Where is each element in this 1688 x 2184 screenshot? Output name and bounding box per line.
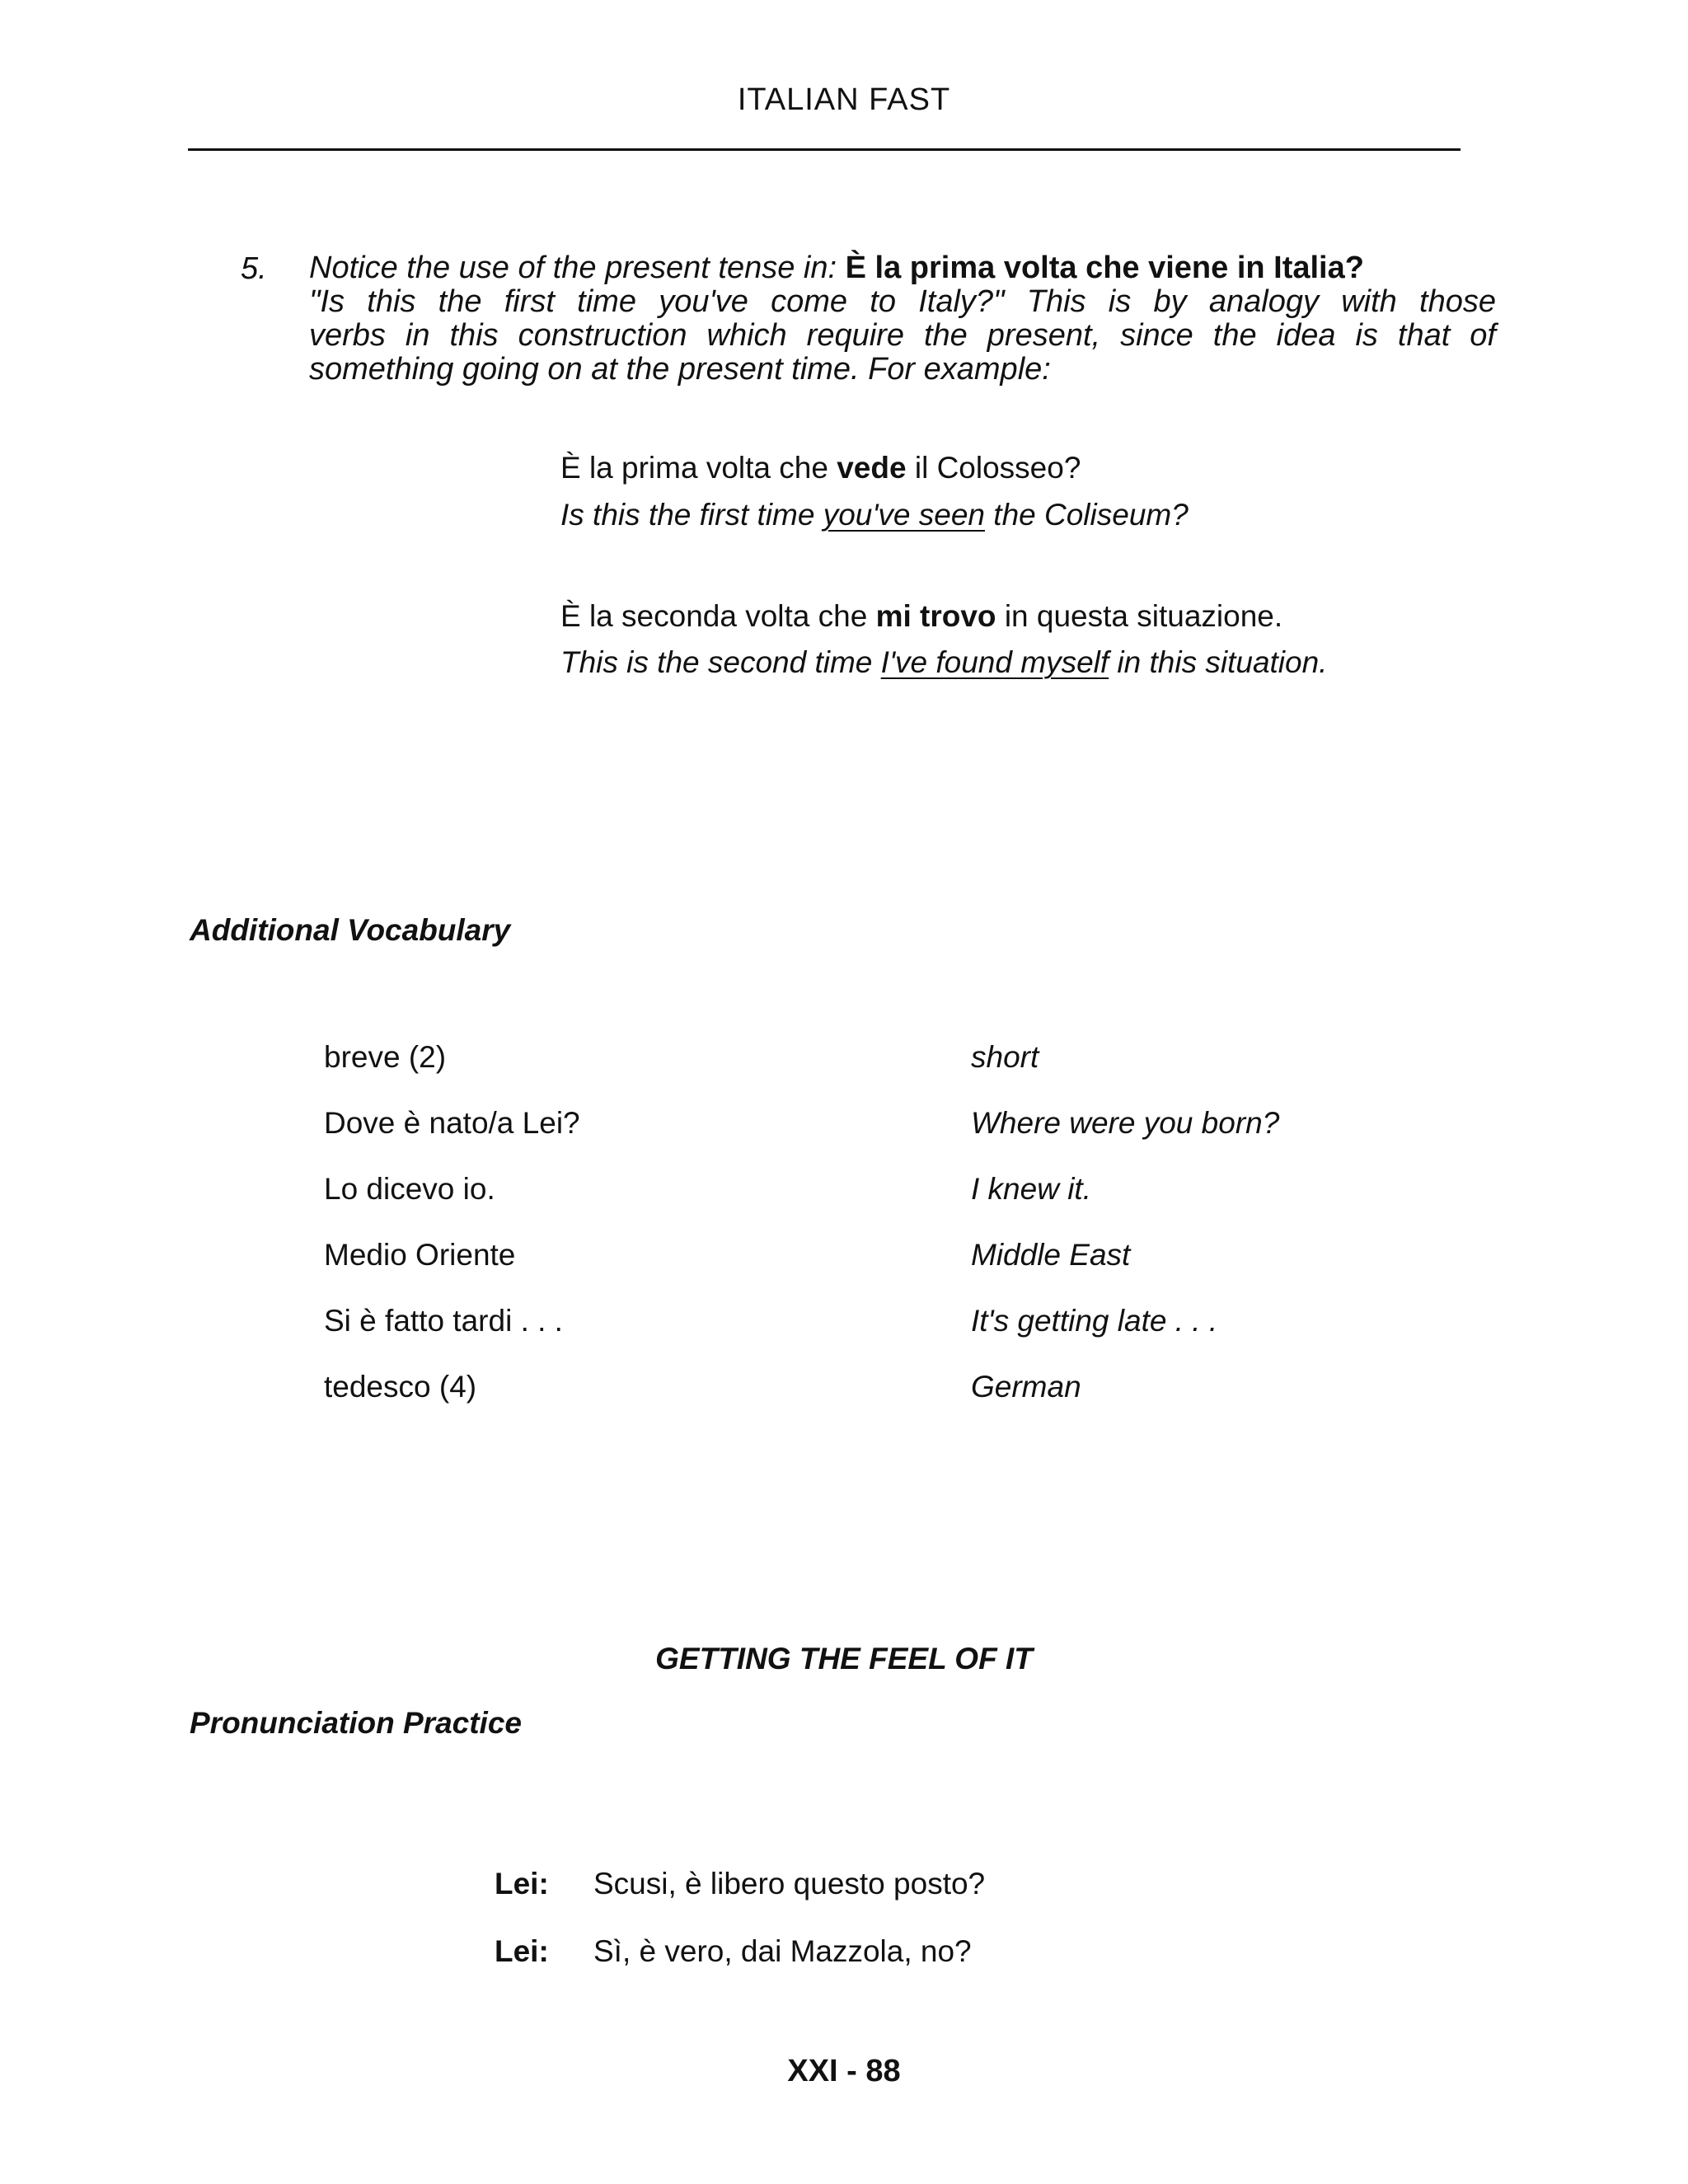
dialogue-speaker: Lei: bbox=[495, 1934, 549, 1968]
dialogue-line: Sì, è vero, dai Mazzola, no? bbox=[593, 1934, 972, 1968]
vocabulary-italian: Lo dicevo io. bbox=[324, 1172, 495, 1206]
vocabulary-italian: Medio Oriente bbox=[324, 1238, 516, 1272]
example-1-italian-before: È la prima volta che bbox=[560, 451, 837, 485]
vocabulary-english: I knew it. bbox=[971, 1172, 1091, 1206]
vocabulary-english: German bbox=[971, 1370, 1081, 1404]
note-line-2: "Is this the first time you've come to Italy?" This is by analogy with those bbox=[309, 284, 1496, 319]
note-line-3: verbs in this construction which require the present, since the idea is that of bbox=[309, 318, 1496, 353]
example-2-english-before: This is the second time bbox=[560, 645, 881, 679]
vocabulary-english: Where were you born? bbox=[971, 1106, 1280, 1140]
feel-heading: GETTING THE FEEL OF IT bbox=[655, 1642, 1033, 1675]
example-1-english bbox=[560, 498, 1189, 532]
vocabulary-italian: Dove è nato/a Lei? bbox=[324, 1106, 580, 1140]
vocabulary-english: short bbox=[971, 1040, 1039, 1074]
example-1-english-before: Is this the first time bbox=[560, 498, 823, 532]
example-1-english-underlined: you've seen bbox=[823, 498, 986, 532]
example-1-italian bbox=[560, 451, 1081, 485]
example-2-english-underlined: I've found myself bbox=[880, 645, 1109, 679]
example-2-italian-bold: mi trovo bbox=[875, 599, 996, 633]
vocabulary-english: It's getting late . . . bbox=[971, 1304, 1218, 1338]
pronunciation-heading: Pronunciation Practice bbox=[190, 1706, 522, 1740]
vocabulary-item bbox=[324, 1040, 1395, 1106]
note-line-1-example: È la prima volta che viene in Italia? bbox=[845, 251, 1364, 285]
note-paragraph bbox=[309, 251, 1496, 387]
example-1-english-after: the Coliseum? bbox=[985, 498, 1189, 532]
vocabulary-item bbox=[324, 1370, 1395, 1436]
vocabulary-list bbox=[324, 1040, 1395, 1436]
example-2-italian-before: È la seconda volta che bbox=[560, 599, 876, 633]
example-2-italian-after: in questa situazione. bbox=[996, 599, 1283, 633]
example-2-english-after: in this situation. bbox=[1109, 645, 1328, 679]
example-1-italian-after: il Colosseo? bbox=[906, 451, 1081, 485]
vocabulary-italian: breve (2) bbox=[324, 1040, 447, 1074]
header-rule bbox=[188, 148, 1461, 151]
vocabulary-item bbox=[324, 1238, 1395, 1304]
vocabulary-item bbox=[324, 1106, 1395, 1172]
vocabulary-italian: Si è fatto tardi . . . bbox=[324, 1304, 563, 1338]
note-line-1 bbox=[309, 251, 1496, 285]
running-title: ITALIAN FAST bbox=[737, 82, 951, 117]
example-2-italian bbox=[560, 599, 1282, 634]
vocabulary-item bbox=[324, 1304, 1395, 1370]
note-line-1-prefix: Notice the use of the present tense in: bbox=[309, 251, 846, 285]
note-number: 5. bbox=[241, 251, 267, 286]
page-number: XXI - 88 bbox=[787, 2054, 901, 2088]
note-line-4: something going on at the present time. For example: bbox=[309, 352, 1051, 387]
vocabulary-english: Middle East bbox=[971, 1238, 1131, 1272]
vocabulary-heading: Additional Vocabulary bbox=[190, 913, 511, 947]
vocabulary-item bbox=[324, 1172, 1395, 1238]
example-1-italian-bold: vede bbox=[837, 451, 907, 485]
dialogue-speaker: Lei: bbox=[495, 1867, 549, 1900]
vocabulary-italian: tedesco (4) bbox=[324, 1370, 477, 1404]
example-2-english bbox=[560, 645, 1327, 680]
dialogue-line: Scusi, è libero questo posto? bbox=[593, 1867, 986, 1900]
